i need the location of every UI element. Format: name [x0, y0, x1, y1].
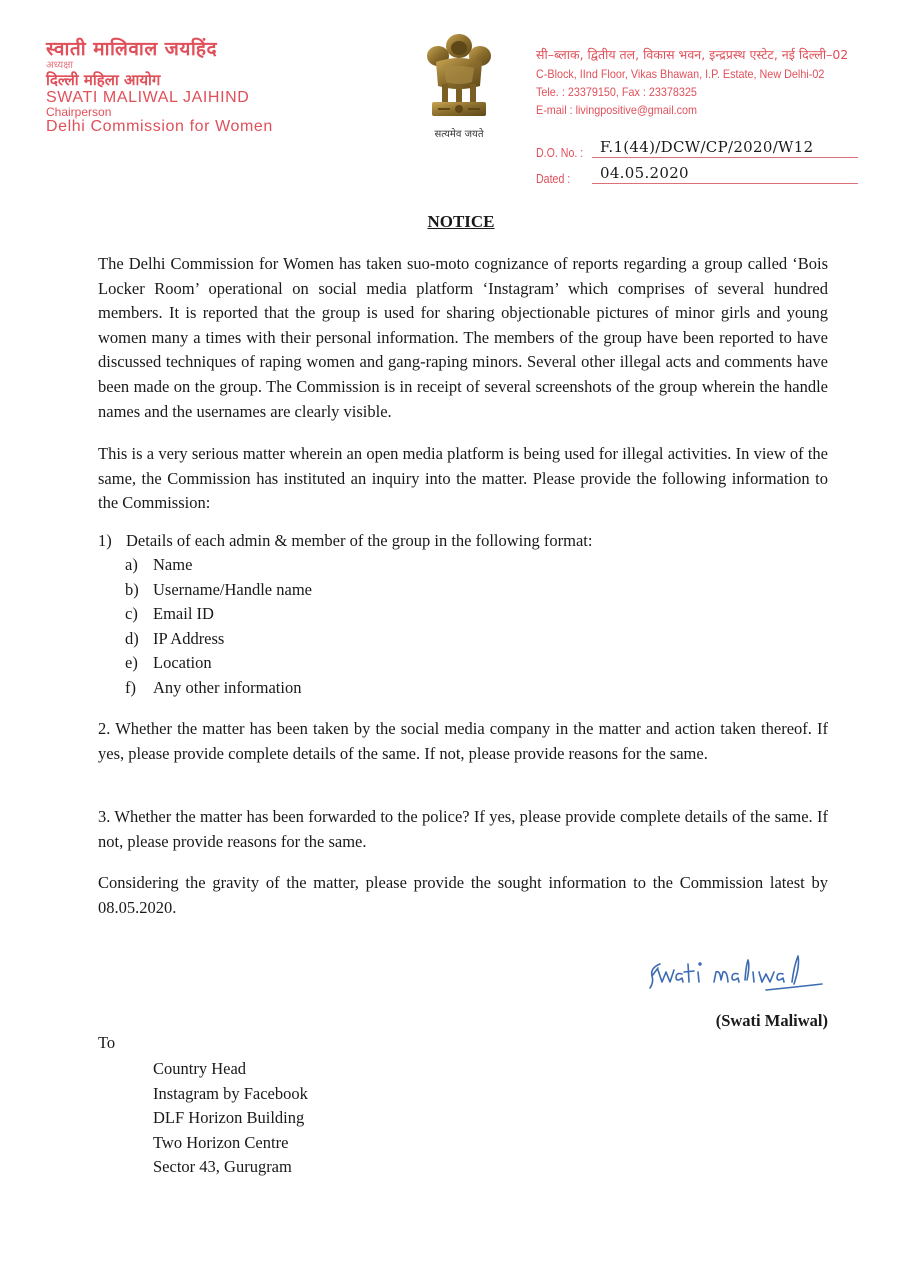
- sub-item-label: d): [125, 628, 139, 648]
- sub-item-text: IP Address: [153, 628, 225, 648]
- chairperson-name-english: SWATI MALIWAL JAIHIND: [46, 89, 250, 106]
- sub-item-label: c): [125, 604, 138, 624]
- address-hindi: सी–ब्लाक, द्वितीय तल, विकास भवन, इन्द्रप्रस्थ एस्टेट, नई दिल्ली–02: [536, 47, 849, 62]
- sub-item-label: f): [125, 677, 136, 697]
- closing-paragraph: Considering the gravity of the matter, please provide the sought information to the Commission latest by 08.05.2020.: [98, 873, 828, 917]
- letterhead-right: [536, 44, 856, 119]
- sub-item: [125, 578, 312, 603]
- list-item-1-number: 1): [98, 531, 112, 550]
- signature-icon: [646, 950, 826, 998]
- org-name-hindi: दिल्ली महिला आयोग: [46, 71, 161, 89]
- sub-item: [125, 553, 312, 578]
- handwritten-signature: [646, 950, 826, 998]
- address-line: Instagram by Facebook: [153, 1083, 308, 1103]
- sub-item-label: a): [125, 555, 138, 574]
- dated-underline: [592, 183, 858, 184]
- do-number-label: D.O. No. :: [536, 146, 584, 160]
- sub-item-text: Username/Handle name: [153, 579, 312, 599]
- dated-value: 04.05.2020: [600, 164, 689, 182]
- sub-item: [125, 627, 312, 652]
- phone-fax: Tele. : 23379150, Fax : 23378325: [536, 85, 697, 99]
- signer-name: (Swati Maliwal): [715, 1011, 828, 1030]
- sub-item-label: b): [125, 579, 139, 599]
- sub-item: [125, 651, 312, 676]
- address-line: Two Horizon Centre: [153, 1132, 289, 1152]
- list-item-3: 3. Whether the matter has been forwarded to the police? If yes, please provide complete details of the same. If not, please provide reasons for the same.: [98, 807, 828, 851]
- address-line: Sector 43, Gurugram: [153, 1157, 292, 1177]
- address-line: Country Head: [153, 1059, 247, 1078]
- paragraph-1: The Delhi Commission for Women has taken suo-moto cognizance of reports regarding a group called ‘Bois Locker Room’ operational on social media platform ‘Instagram’ which comprises of several hundred members. It is reported that the group is used for sharing objectionable pictures of minor girls and young women many a times with their personal information. The members of the group have been reported to have discussed techniques of raping women and gang-raping minors. Several other illegal acts and comments have been made on the group. The Commission is in receipt of several screenshots of the group wherein the handle names and the usernames are clearly visible.: [98, 254, 828, 421]
- list-item-2: 2. Whether the matter has been taken by the social media company in the matter and action taken thereof. If yes, please provide complete details of the same. If not, please provide reasons for the same.: [98, 719, 828, 763]
- list-item-1-text: Details of each admin & member of the group in the following format:: [126, 531, 593, 550]
- email-address: E-mail : livingpositive@gmail.com: [536, 103, 698, 117]
- to-label: To: [98, 1033, 116, 1052]
- national-emblem: [414, 28, 504, 143]
- list-item-1: [98, 529, 592, 554]
- notice-title: NOTICE: [427, 212, 495, 231]
- chairperson-name-hindi: स्वाती मालिवाल जयहिंद: [46, 38, 218, 60]
- address-english: C-Block, IInd Floor, Vikas Bhawan, I.P. Estate, New Delhi-02: [536, 67, 825, 81]
- sub-item-text: Name: [153, 555, 193, 574]
- sub-item-text: Location: [153, 653, 212, 673]
- national-emblem-icon: [414, 28, 504, 126]
- emblem-motto: सत्यमेव जयते: [434, 129, 484, 140]
- sub-list: [125, 553, 312, 701]
- chairperson-role-hindi: अध्यक्षा: [46, 60, 73, 71]
- chairperson-role-english: Chairperson: [46, 105, 112, 119]
- paragraph-2: This is a very serious matter wherein an open media platform is being used for illegal activities. In view of the same, the Commission has instituted an inquiry into the matter. Please provide the following information to the Commission:: [98, 444, 828, 513]
- dated-row: [536, 164, 858, 186]
- address-line: DLF Horizon Building: [153, 1108, 305, 1128]
- sub-item: [125, 676, 312, 701]
- dated-label: Dated :: [536, 172, 571, 186]
- do-number-value: F.1(44)/DCW/CP/2020/W12: [600, 138, 814, 156]
- do-number-row: [536, 138, 858, 160]
- org-name-english: Delhi Commission for Women: [46, 118, 273, 135]
- sub-item-text: Email ID: [153, 604, 214, 624]
- do-number-underline: [592, 157, 858, 158]
- letterhead-left: [46, 38, 273, 136]
- sub-item: [125, 602, 312, 627]
- recipient-address: [153, 1057, 308, 1180]
- sub-item-text: Any other information: [153, 677, 302, 697]
- sub-item-label: e): [125, 653, 138, 673]
